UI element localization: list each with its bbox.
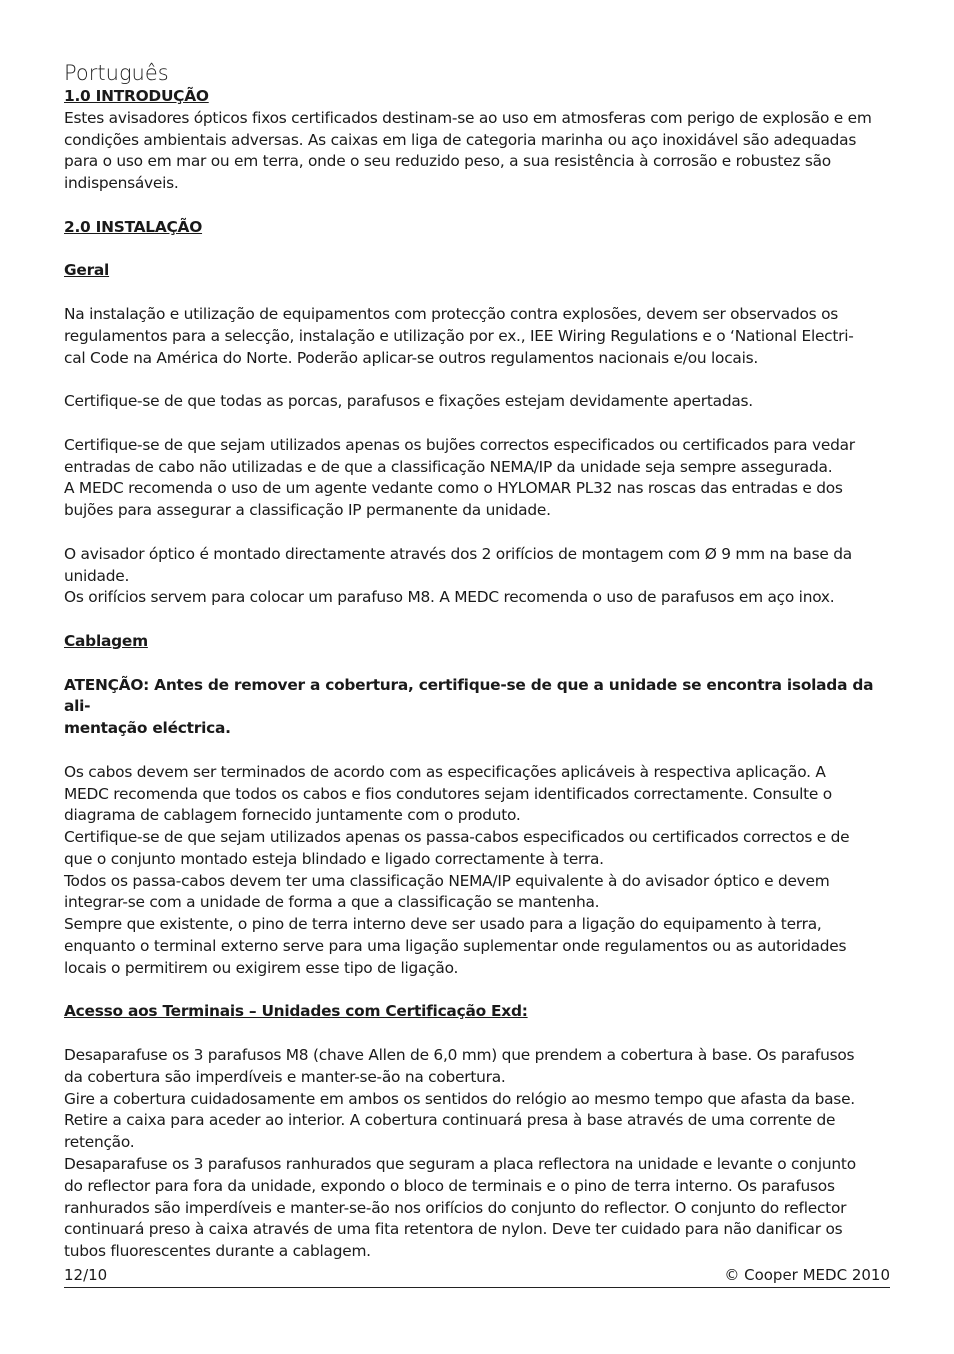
paragraph-line: Gire a cobertura cuidadosamente em ambos os sentidos do relógio ao mesmo tempo que afasta da base.: [64, 1089, 855, 1108]
paragraph-line: entradas de cabo não utilizadas e de que a classificação NEMA/IP da unidade seja sempre assegurada.: [64, 457, 833, 476]
paragraph-line: Retire a caixa para aceder ao interior. A cobertura continuará presa à base através de uma corrente de: [64, 1111, 836, 1130]
general-paragraph-3: [64, 435, 890, 522]
general-paragraph-1: [64, 304, 890, 369]
terminal-access-heading: Acesso aos Terminais – Unidades com Certificação Exd:: [64, 1002, 528, 1021]
paragraph-line: unidade.: [64, 566, 130, 585]
paragraph-line: Estes avisadores ópticos fixos certificados destinam-se ao uso em atmosferas com perigo de explosão e em: [64, 108, 872, 127]
paragraph-line: Todos os passa-cabos devem ter uma classificação NEMA/IP equivalente à do avisador óptico e devem: [64, 871, 830, 890]
paragraph-line: Sempre que existente, o pino de terra interno deve ser usado para a ligação do equipamento à terra,: [64, 915, 822, 934]
warning-paragraph: [64, 675, 890, 740]
intro-paragraph: [64, 108, 890, 195]
page-footer: [64, 1265, 890, 1288]
document-page: [64, 60, 890, 1263]
paragraph-line: Certifique-se de que sejam utilizados apenas os bujões correctos especificados ou certificados para vedar: [64, 435, 855, 454]
language-title: Português: [64, 61, 169, 85]
paragraph-line: A MEDC recomenda o uso de um agente vedante como o HYLOMAR PL32 nas roscas das entradas e dos: [64, 479, 843, 498]
general-heading: Geral: [64, 261, 110, 280]
paragraph-line: cal Code na América do Norte. Poderão aplicar-se outros regulamentos nacionais e/ou locais.: [64, 348, 759, 367]
paragraph-line: tubos fluorescentes durante a cablagem.: [64, 1242, 371, 1261]
paragraph-line: bujões para assegurar a classificação IP permanente da unidade.: [64, 501, 551, 520]
paragraph-line: Na instalação e utilização de equipamentos com protecção contra explosões, devem ser observados os: [64, 304, 839, 323]
paragraph-line: da cobertura são imperdíveis e manter-se-ão na cobertura.: [64, 1067, 506, 1086]
paragraph-line: diagrama de cablagem fornecido juntamente com o produto.: [64, 806, 521, 825]
paragraph-line: enquanto o terminal externo serve para uma ligação suplementar onde regulamentos ou as autoridades: [64, 937, 847, 956]
intro-heading: 1.0 INTRODUÇÃO: [64, 87, 209, 105]
general-paragraph-4: [64, 544, 890, 609]
paragraph-line: Desaparafuse os 3 parafusos ranhurados que seguram a placa reflectora na unidade e levante o conjunto: [64, 1155, 856, 1174]
paragraph-line: integrar-se com a unidade de forma a que a classificação se mantenha.: [64, 893, 600, 912]
general-paragraph-2: [64, 391, 890, 413]
paragraph-line: Os orifícios servem para colocar um parafuso M8. A MEDC recomenda o uso de parafusos em aço inox.: [64, 588, 835, 607]
installation-heading: 2.0 INSTALAÇÃO: [64, 217, 203, 236]
paragraph-line: Certifique-se de que sejam utilizados apenas os passa-cabos especificados ou certificados correctos e de: [64, 828, 850, 847]
paragraph-line: Os cabos devem ser terminados de acordo com as especificações aplicáveis à respectiva aplicação. A: [64, 762, 826, 781]
paragraph-line: locais o permitirem ou exigirem esse tipo de ligação.: [64, 958, 459, 977]
paragraph-line: MEDC recomenda que todos os cabos e fios condutores sejam identificados correctamente. Consulte o: [64, 784, 832, 803]
wiring-paragraph: [64, 762, 890, 980]
paragraph-line: para o uso em mar ou em terra, onde o seu reduzido peso, a sua resistência à corrosão e robustez são: [64, 152, 831, 171]
paragraph-line: indispensáveis.: [64, 174, 179, 193]
paragraph-line: regulamentos para a selecção, instalação e utilização por ex., IEE Wiring Regulations e o ‘National Electri-: [64, 326, 854, 345]
paragraph-line: do reflector para fora da unidade, expondo o bloco de terminais e o pino de terra interno. Os parafusos: [64, 1176, 835, 1195]
terminal-access-paragraph: [64, 1045, 890, 1263]
paragraph-line: ranhurados são imperdíveis e manter-se-ão nos orifícios do conjunto do reflector. O conjunto do reflector: [64, 1198, 847, 1217]
warning-line: mentação eléctrica.: [64, 719, 231, 738]
paragraph-line: Certifique-se de que todas as porcas, parafusos e fixações estejam devidamente apertadas.: [64, 392, 753, 411]
paragraph-line: O avisador óptico é montado directamente através dos 2 orifícios de montagem com Ø 9 mm na base da: [64, 544, 852, 563]
paragraph-line: Desaparafuse os 3 parafusos M8 (chave Allen de 6,0 mm) que prendem a cobertura à base. Os parafusos: [64, 1046, 855, 1065]
footer-date: 12/10: [64, 1266, 108, 1284]
footer-copyright: © Cooper MEDC 2010: [724, 1266, 890, 1284]
paragraph-line: retenção.: [64, 1133, 135, 1152]
paragraph-line: continuará preso à caixa através de uma fita retentora de nylon. Deve ter cuidado para não danificar os: [64, 1220, 843, 1239]
paragraph-line: que o conjunto montado esteja blindado e ligado correctamente à terra.: [64, 849, 604, 868]
paragraph-line: condições ambientais adversas. As caixas em liga de categoria marinha ou aço inoxidável são adequadas: [64, 130, 857, 149]
warning-line: ATENÇÃO: Antes de remover a cobertura, certifique-se de que a unidade se encontra isolada da ali-: [64, 675, 874, 716]
wiring-heading: Cablagem: [64, 631, 148, 650]
